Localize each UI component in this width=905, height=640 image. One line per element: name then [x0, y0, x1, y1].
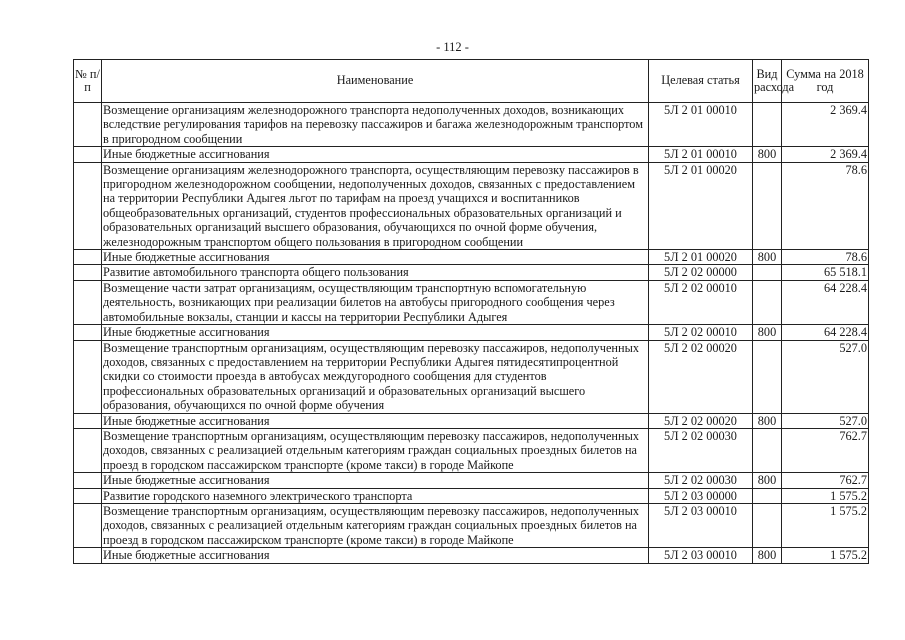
row-kind-cell: 800 [753, 325, 782, 340]
row-sum-cell: 64 228.4 [782, 280, 869, 324]
table-row [74, 548, 869, 563]
row-kind-cell [753, 280, 782, 324]
row-sum-cell: 65 518.1 [782, 265, 869, 280]
row-kind-cell [753, 428, 782, 472]
header-sum: Сумма на 2018 год [782, 60, 869, 103]
table-row [74, 250, 869, 265]
row-name-cell: Развитие городского наземного электрического транспорта [102, 488, 649, 503]
row-name-cell: Возмещение транспортным организациям, осуществляющим перевозку пассажиров, недополученных доходов, связанных с предоставлением на территории Республики Адыгея пятидесятипроцентной скидки со стоимости проезда в автобусах междугородного сообщения для студентов профессиональных образовательных организаций и образовательных организаций высшего образования, обучающихся по очной форме обучения [102, 340, 649, 413]
row-number-cell [74, 503, 102, 547]
row-code-cell: 5Л 2 03 00000 [649, 488, 753, 503]
table-body [74, 103, 869, 564]
row-code-cell: 5Л 2 02 00030 [649, 473, 753, 488]
row-kind-cell: 800 [753, 473, 782, 488]
row-sum-cell: 1 575.2 [782, 548, 869, 563]
row-name-cell: Иные бюджетные ассигнования [102, 325, 649, 340]
row-code-cell: 5Л 2 01 00010 [649, 147, 753, 162]
table-row [74, 488, 869, 503]
row-code-cell: 5Л 2 03 00010 [649, 548, 753, 563]
row-code-cell: 5Л 2 02 00000 [649, 265, 753, 280]
table-row [74, 265, 869, 280]
row-sum-cell: 2 369.4 [782, 103, 869, 147]
row-kind-cell [753, 340, 782, 413]
row-name-cell: Иные бюджетные ассигнования [102, 147, 649, 162]
row-name-cell: Иные бюджетные ассигнования [102, 548, 649, 563]
row-name-cell: Иные бюджетные ассигнования [102, 473, 649, 488]
row-kind-cell: 800 [753, 147, 782, 162]
table-row [74, 428, 869, 472]
row-name-cell: Возмещение транспортным организациям, осуществляющим перевозку пассажиров, недополученных доходов, связанных с реализацией отдельным категориям граждан социальных проездных билетов на проезд в городском пассажирском транспорте (кроме такси) в городе Майкопе [102, 503, 649, 547]
row-code-cell: 5Л 2 01 00020 [649, 250, 753, 265]
row-sum-cell: 78.6 [782, 162, 869, 249]
row-sum-cell: 527.0 [782, 340, 869, 413]
row-kind-cell: 800 [753, 548, 782, 563]
table-row [74, 473, 869, 488]
row-number-cell [74, 280, 102, 324]
row-number-cell [74, 428, 102, 472]
row-kind-cell: 800 [753, 250, 782, 265]
table-row [74, 103, 869, 147]
row-sum-cell: 2 369.4 [782, 147, 869, 162]
row-number-cell [74, 325, 102, 340]
row-name-cell: Возмещение организациям железнодорожного транспорта, осуществляющим перевозку пассажиров в пригородном железнодорожном сообщении, недополученных доходов, связанных с предоставлением на территории Республики Адыгея льгот по тарифам на проезд учащихся и воспитанников общеобразовательных организаций, студентов профессиональных образовательных организаций и образовательных организаций высшего образования, обучающихся по очной форме обучения, железнодорожным транспортом общего пользования в пригородном сообщении [102, 162, 649, 249]
row-sum-cell: 762.7 [782, 428, 869, 472]
row-code-cell: 5Л 2 02 00020 [649, 413, 753, 428]
row-code-cell: 5Л 2 01 00010 [649, 103, 753, 147]
table-row [74, 162, 869, 249]
row-kind-cell [753, 265, 782, 280]
header-expense-type: Вид расхода [753, 60, 782, 103]
row-number-cell [74, 488, 102, 503]
row-code-cell: 5Л 2 02 00020 [649, 340, 753, 413]
row-name-cell: Возмещение транспортным организациям, осуществляющим перевозку пассажиров, недополученных доходов, связанных с реализацией отдельным категориям граждан социальных проездных билетов на проезд в городском пассажирском транспорте (кроме такси) в городе Майкопе [102, 428, 649, 472]
row-name-cell: Возмещение части затрат организациям, осуществляющим транспортную вспомогательную деятельность, возникающих при реализации билетов на автобусы пригородного сообщения через автомобильные вокзалы, станции и кассы на территории Республики Адыгея [102, 280, 649, 324]
row-sum-cell: 527.0 [782, 413, 869, 428]
table-row [74, 147, 869, 162]
row-number-cell [74, 162, 102, 249]
table-row [74, 280, 869, 324]
row-code-cell: 5Л 2 03 00010 [649, 503, 753, 547]
row-number-cell [74, 103, 102, 147]
row-sum-cell: 762.7 [782, 473, 869, 488]
row-kind-cell: 800 [753, 413, 782, 428]
row-number-cell [74, 548, 102, 563]
row-code-cell: 5Л 2 02 00030 [649, 428, 753, 472]
row-sum-cell: 1 575.2 [782, 503, 869, 547]
row-sum-cell: 1 575.2 [782, 488, 869, 503]
table-row [74, 413, 869, 428]
row-kind-cell [753, 162, 782, 249]
row-code-cell: 5Л 2 02 00010 [649, 325, 753, 340]
row-number-cell [74, 265, 102, 280]
table-header-row [74, 60, 869, 103]
row-number-cell [74, 473, 102, 488]
row-name-cell: Развитие автомобильного транспорта общего пользования [102, 265, 649, 280]
header-target-article: Целевая статья [649, 60, 753, 103]
table-row [74, 325, 869, 340]
row-sum-cell: 64 228.4 [782, 325, 869, 340]
row-name-cell: Иные бюджетные ассигнования [102, 413, 649, 428]
row-name-cell: Иные бюджетные ассигнования [102, 250, 649, 265]
page-number: - 112 - [436, 40, 469, 54]
row-sum-cell: 78.6 [782, 250, 869, 265]
header-name: Наименование [102, 60, 649, 103]
row-code-cell: 5Л 2 02 00010 [649, 280, 753, 324]
row-name-cell: Возмещение организациям железнодорожного транспорта недополученных доходов, возникающих вследствие регулирования тарифов на перевозку пассажиров и багажа железнодорожным транспортом в пригородном сообщении [102, 103, 649, 147]
row-number-cell [74, 147, 102, 162]
table-row [74, 340, 869, 413]
row-kind-cell [753, 503, 782, 547]
row-code-cell: 5Л 2 01 00020 [649, 162, 753, 249]
row-kind-cell [753, 488, 782, 503]
table-row [74, 503, 869, 547]
budget-table [73, 59, 869, 564]
row-number-cell [74, 413, 102, 428]
row-kind-cell [753, 103, 782, 147]
header-number: № п/п [74, 60, 102, 103]
row-number-cell [74, 340, 102, 413]
row-number-cell [74, 250, 102, 265]
